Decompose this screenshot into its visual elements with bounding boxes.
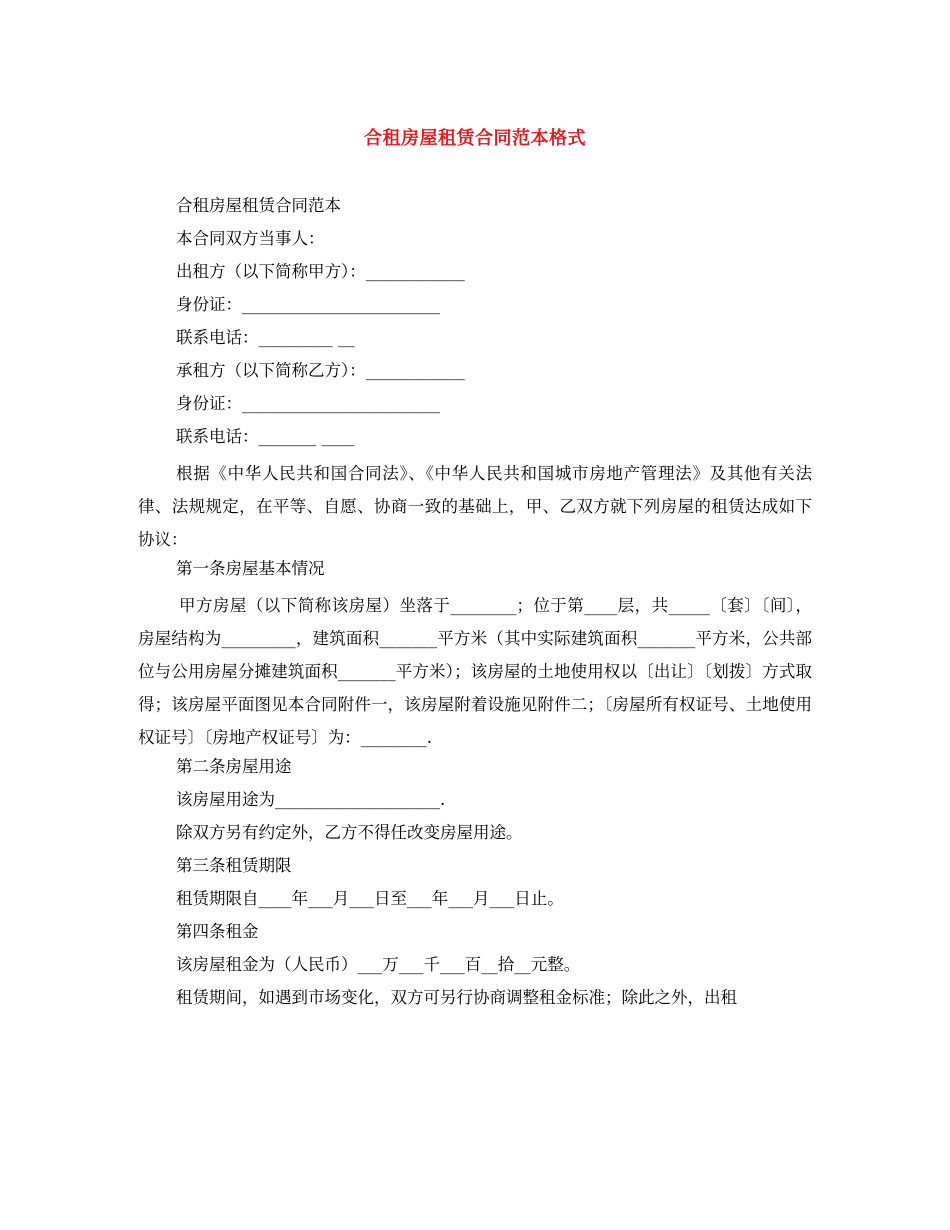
- lessee-field: 承租方（以下简称乙方）：____________: [176, 361, 465, 380]
- basis-paragraph: 根据《中华人民共和国合同法》、《中华人民共和国城市房地产管理法》及其他有关法律、法规规定，在平等、自愿、协商一致的基础上，甲、乙双方就下列房屋的租赁达成如下协议：: [138, 464, 812, 549]
- article-2-restriction: 除双方另有约定外，乙方不得任改变房屋用途。: [176, 823, 523, 842]
- document-title: 合租房屋租赁合同范本格式: [364, 128, 586, 149]
- document-body: [138, 193, 812, 1018]
- parties-heading: 本合同双方当事人：: [176, 229, 325, 248]
- article-3-term: 租赁期限自____年___月___日至___年___月___日止。: [176, 889, 564, 908]
- article-3-title: 第三条租赁期限: [176, 856, 292, 875]
- lessee-phone-field: 联系电话：_______ ____: [176, 427, 355, 446]
- article-4-rent: 该房屋租金为（人民币）___万___千___百__拾__元整。: [176, 955, 581, 974]
- contract-subtitle: 合租房屋租赁合同范本: [176, 196, 341, 215]
- article-1-title: 第一条房屋基本情况: [176, 559, 325, 578]
- article-2-usage: 该房屋用途为____________________.: [176, 790, 446, 809]
- article-2-title: 第二条房屋用途: [176, 757, 292, 776]
- lessor-field: 出租方（以下简称甲方）：____________: [176, 262, 465, 281]
- lessor-phone-field: 联系电话：_________ __: [176, 328, 355, 347]
- article-4-adjustment: 租赁期间，如遇到市场变化，双方可另行协商调整租金标准；除此之外，出租: [176, 988, 737, 1007]
- article-1-body: 甲方房屋（以下简称该房屋）坐落于________；位于第____层，共_____〔套〕〔间〕，房屋结构为_________，建筑面积_______平方米（其中实际建筑面积_______平方米，公共部位与公用房屋分摊建筑面积_______平方米）；该房屋的土地使用权以〔出让〕〔划拨〕方式取得；该房屋平面图见本合同附件一，该房屋附着设施见附件二；〔房屋所有权证号、土地使用权证号〕〔房地产权证号〕为：________.: [138, 596, 812, 747]
- lessee-id-field: 身份证：________________________: [176, 394, 440, 413]
- article-4-title: 第四条租金: [176, 922, 259, 941]
- lessor-id-field: 身份证：________________________: [176, 295, 440, 314]
